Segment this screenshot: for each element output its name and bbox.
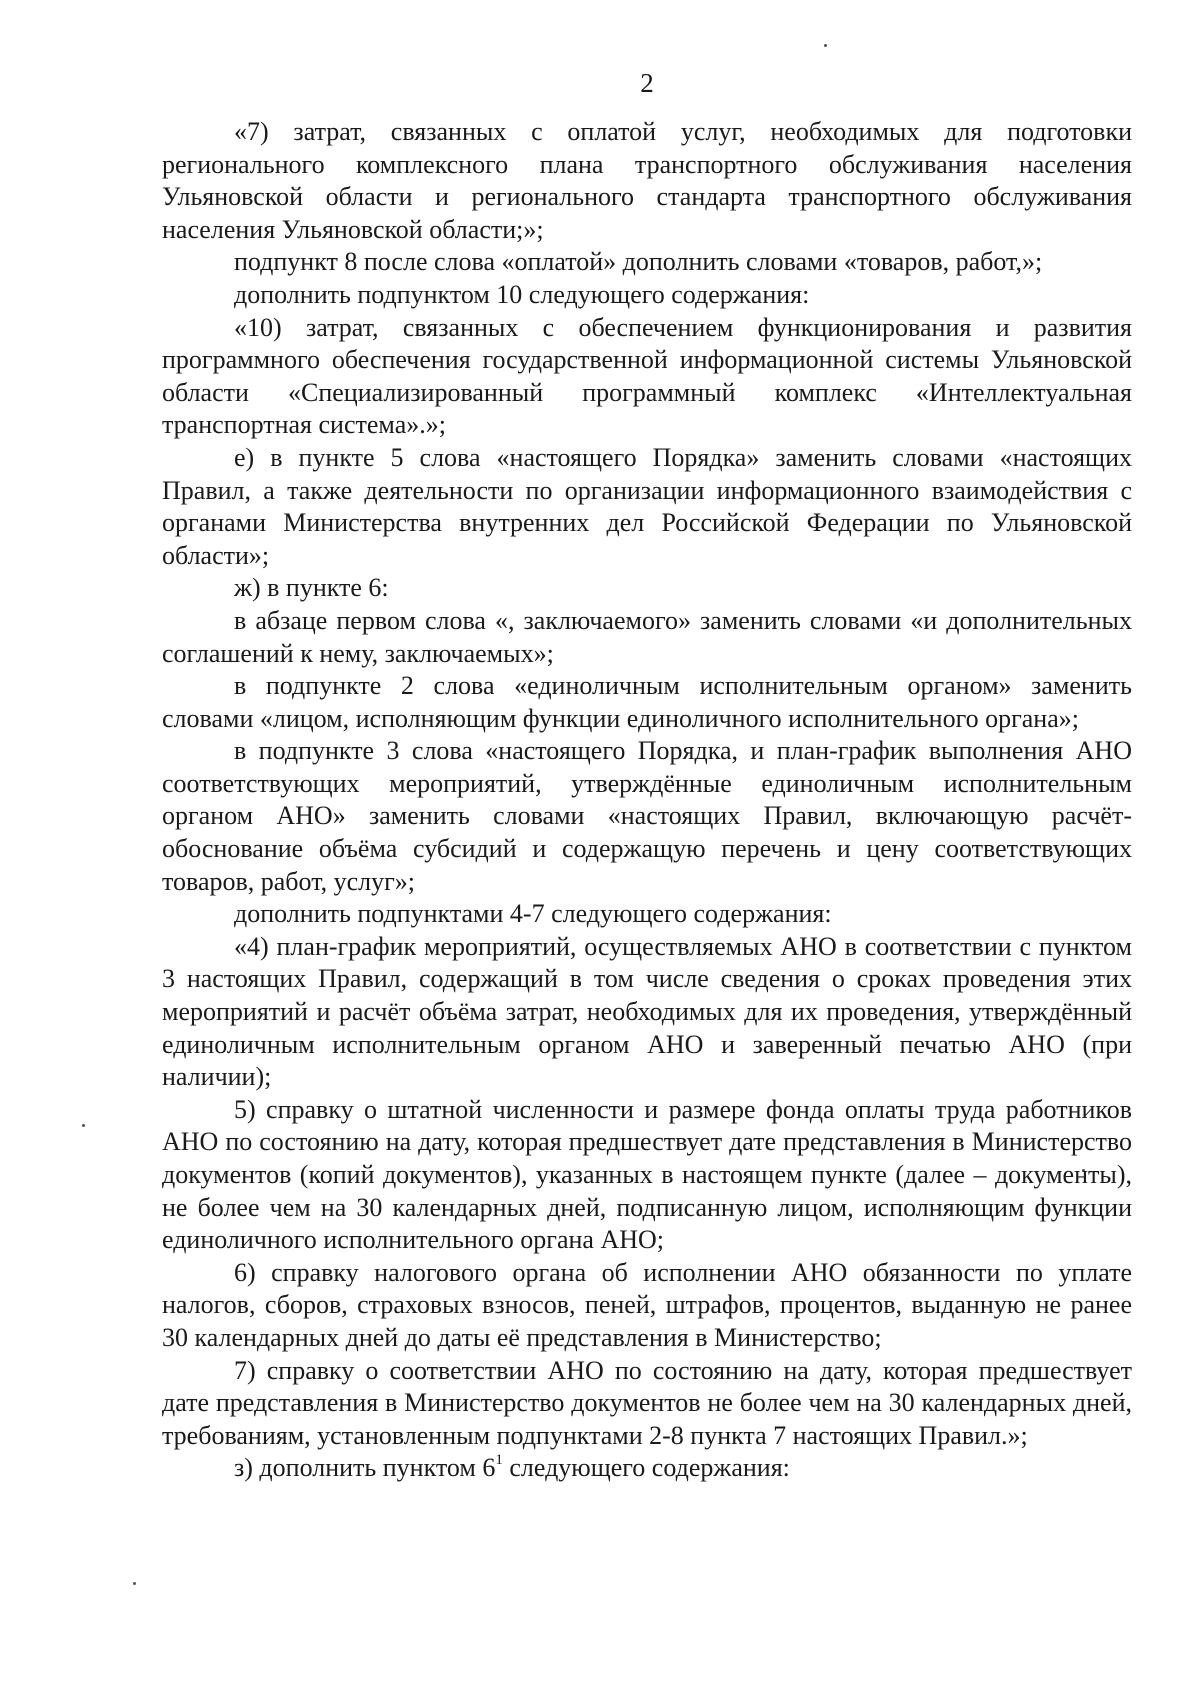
paragraph-last: [162, 1452, 1132, 1485]
paragraph-text: з) дополнить пунктом 6: [234, 1453, 496, 1483]
paragraph: 7) справку о соответствии АНО по состоянию на дату, которая предшествует дате представления в Министерство документов не более чем на 30 календарных дней, требованиям, установленным подпунктами 2-8 пункта 7 настоящих Правил.»;: [162, 1355, 1132, 1450]
scan-speck: [824, 44, 827, 47]
paragraph: в абзаце первом слова «, заключаемого» заменить словами «и дополнительных соглашений к нему, заключаемых»;: [162, 605, 1132, 668]
document-page: [162, 68, 1132, 1485]
paragraph: е) в пункте 5 слова «настоящего Порядка» заменить словами «настоящих Правил, а также деятельности по организации информационного взаимодействия с органами Министерства внутренних дел Российской Федерации по Ульяновской области»;: [162, 442, 1132, 570]
paragraph: ж) в пункте 6:: [234, 573, 389, 603]
paragraph: подпункт 8 после слова «оплатой» дополнить словами «товаров, работ,»;: [234, 247, 1043, 277]
paragraph: 5) справку о штатной численности и размере фонда оплаты труда работников АНО по состоянию на дату, которая предшествует дате представления в Министерство документов (копий документов), указанных в настоящем пункте (далее – документы), не более чем на 30 календарных дней, подписанную лицом, исполняющим функции единоличного исполнительного органа АНО;: [162, 1094, 1132, 1255]
paragraph: «7) затрат, связанных с оплатой услуг, необходимых для подготовки регионального комплексного плана транспортного обслуживания населения Ульяновской области и регионального стандарта транспортного обслуживания населения Ульяновской области;»;: [162, 117, 1132, 244]
document-body: [162, 116, 1132, 1485]
paragraph: «10) затрат, связанных с обеспечением функционирования и развития программного обеспечения государственной информационной системы Ульяновской области «Специализированный программный комплекс «Интеллектуальная транспортная система».»;: [162, 312, 1132, 440]
paragraph: дополнить подпунктом 10 следующего содержания:: [234, 279, 810, 309]
paragraph-text: следующего содержания:: [502, 1453, 790, 1483]
paragraph: в подпункте 2 слова «единоличным исполнительным органом» заменить словами «лицом, исполняющим функции единоличного исполнительного органа»;: [162, 671, 1132, 733]
paragraph: 6) справку налогового органа об исполнении АНО обязанности по уплате налогов, сборов, страховых взносов, пеней, штрафов, процентов, выданную не ранее 30 календарных дней до даты её представления в Министерство;: [162, 1257, 1132, 1352]
scan-speck: [133, 1582, 136, 1585]
paragraph: «4) план-график мероприятий, осуществляемых АНО в соответствии с пунктом 3 настоящих Правил, содержащий в том числе сведения о сроках проведения этих мероприятий и расчёт объёма затрат, необходимых для их проведения, утверждённый единоличным исполнительным органом АНО и заверенный печатью АНО (при наличии);: [162, 931, 1132, 1092]
paragraph: в подпункте 3 слова «настоящего Порядка, и план-график выполнения АНО соответствующих мероприятий, утверждённые единоличным исполнительным органом АНО» заменить словами «настоящих Правил, включающую расчёт-обоснование объёма субсидий и содержащую перечень и цену соответствующих товаров, работ, услуг»;: [162, 736, 1132, 896]
paragraph: дополнить подпунктами 4-7 следующего содержания:: [234, 899, 832, 929]
page-number: 2: [640, 68, 654, 98]
superscript: 1: [495, 1452, 503, 1469]
scan-speck: [82, 1124, 85, 1127]
